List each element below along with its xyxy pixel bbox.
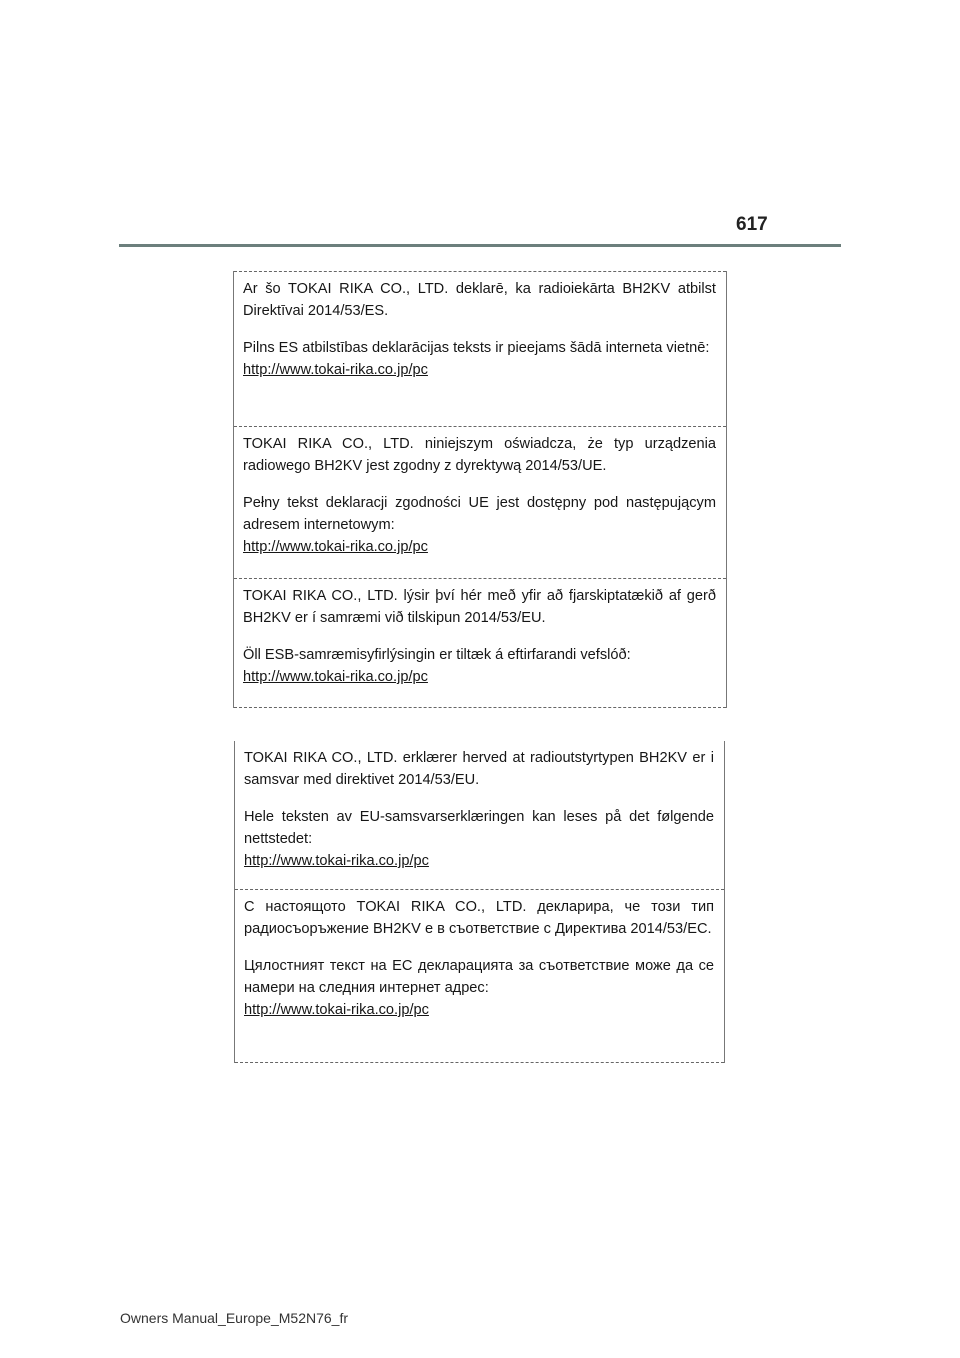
declaration-availability: Pełny tekst deklaracji zgodności UE jest dostępny pod następującym adresem internetowym:: [243, 495, 716, 533]
declaration-availability: Pilns ES atbilstības deklarācijas teksts ir pieejams šādā interneta vietnē:: [243, 340, 710, 356]
declaration-norwegian: [235, 741, 724, 889]
declaration-statement: С настоящото TOKAI RIKA CO., LTD. декларира, че този тип радиосъоръжение BH2KV е в съответствие с Директива 2014/53/ЕС.: [244, 899, 714, 937]
declaration-bulgarian: [235, 889, 724, 1063]
declaration-icelandic: [234, 578, 726, 708]
declaration-availability: Hele teksten av EU-samsvarserklæringen kan leses på det følgende nettstedet:: [244, 809, 714, 847]
declaration-latvian: [234, 271, 726, 426]
declaration-link[interactable]: http://www.tokai-rika.co.jp/pc: [244, 853, 429, 869]
declaration-statement: Ar šo TOKAI RIKA CO., LTD. deklarē, ka radioiekārta BH2KV atbilst Direktīvai 2014/53/ES.: [243, 281, 716, 319]
declaration-availability: Цялостният текст на ЕС декларацията за съответствие може да се намери на следния интернет адрес:: [244, 958, 714, 996]
declaration-polish: [234, 426, 726, 578]
declaration-box-1: [233, 271, 727, 708]
declaration-statement: TOKAI RIKA CO., LTD. niniejszym oświadcza, że typ urządzenia radiowego BH2KV jest zgodny z dyrektywą 2014/53/UE.: [243, 436, 716, 474]
footer-text: Owners Manual_Europe_M52N76_fr: [120, 1310, 349, 1326]
declaration-statement: TOKAI RIKA CO., LTD. lýsir því hér með yfir að fjarskiptatækið af gerð BH2KV er í samræmi við tilskipun 2014/53/EU.: [243, 588, 716, 626]
declaration-box-2: [234, 741, 725, 1063]
declaration-link[interactable]: http://www.tokai-rika.co.jp/pc: [244, 1002, 429, 1018]
header-rule: [119, 244, 841, 247]
declaration-availability: Öll ESB-samræmisyfirlýsingin er tiltæk á eftirfarandi vefslóð:: [243, 647, 631, 663]
declaration-link[interactable]: http://www.tokai-rika.co.jp/pc: [243, 362, 428, 378]
declaration-link[interactable]: http://www.tokai-rika.co.jp/pc: [243, 539, 428, 555]
declaration-link[interactable]: http://www.tokai-rika.co.jp/pc: [243, 669, 428, 685]
declaration-statement: TOKAI RIKA CO., LTD. erklærer herved at radioutstyrtypen BH2KV er i samsvar med direktivet 2014/53/EU.: [244, 750, 714, 788]
page-number: 617: [736, 214, 768, 235]
